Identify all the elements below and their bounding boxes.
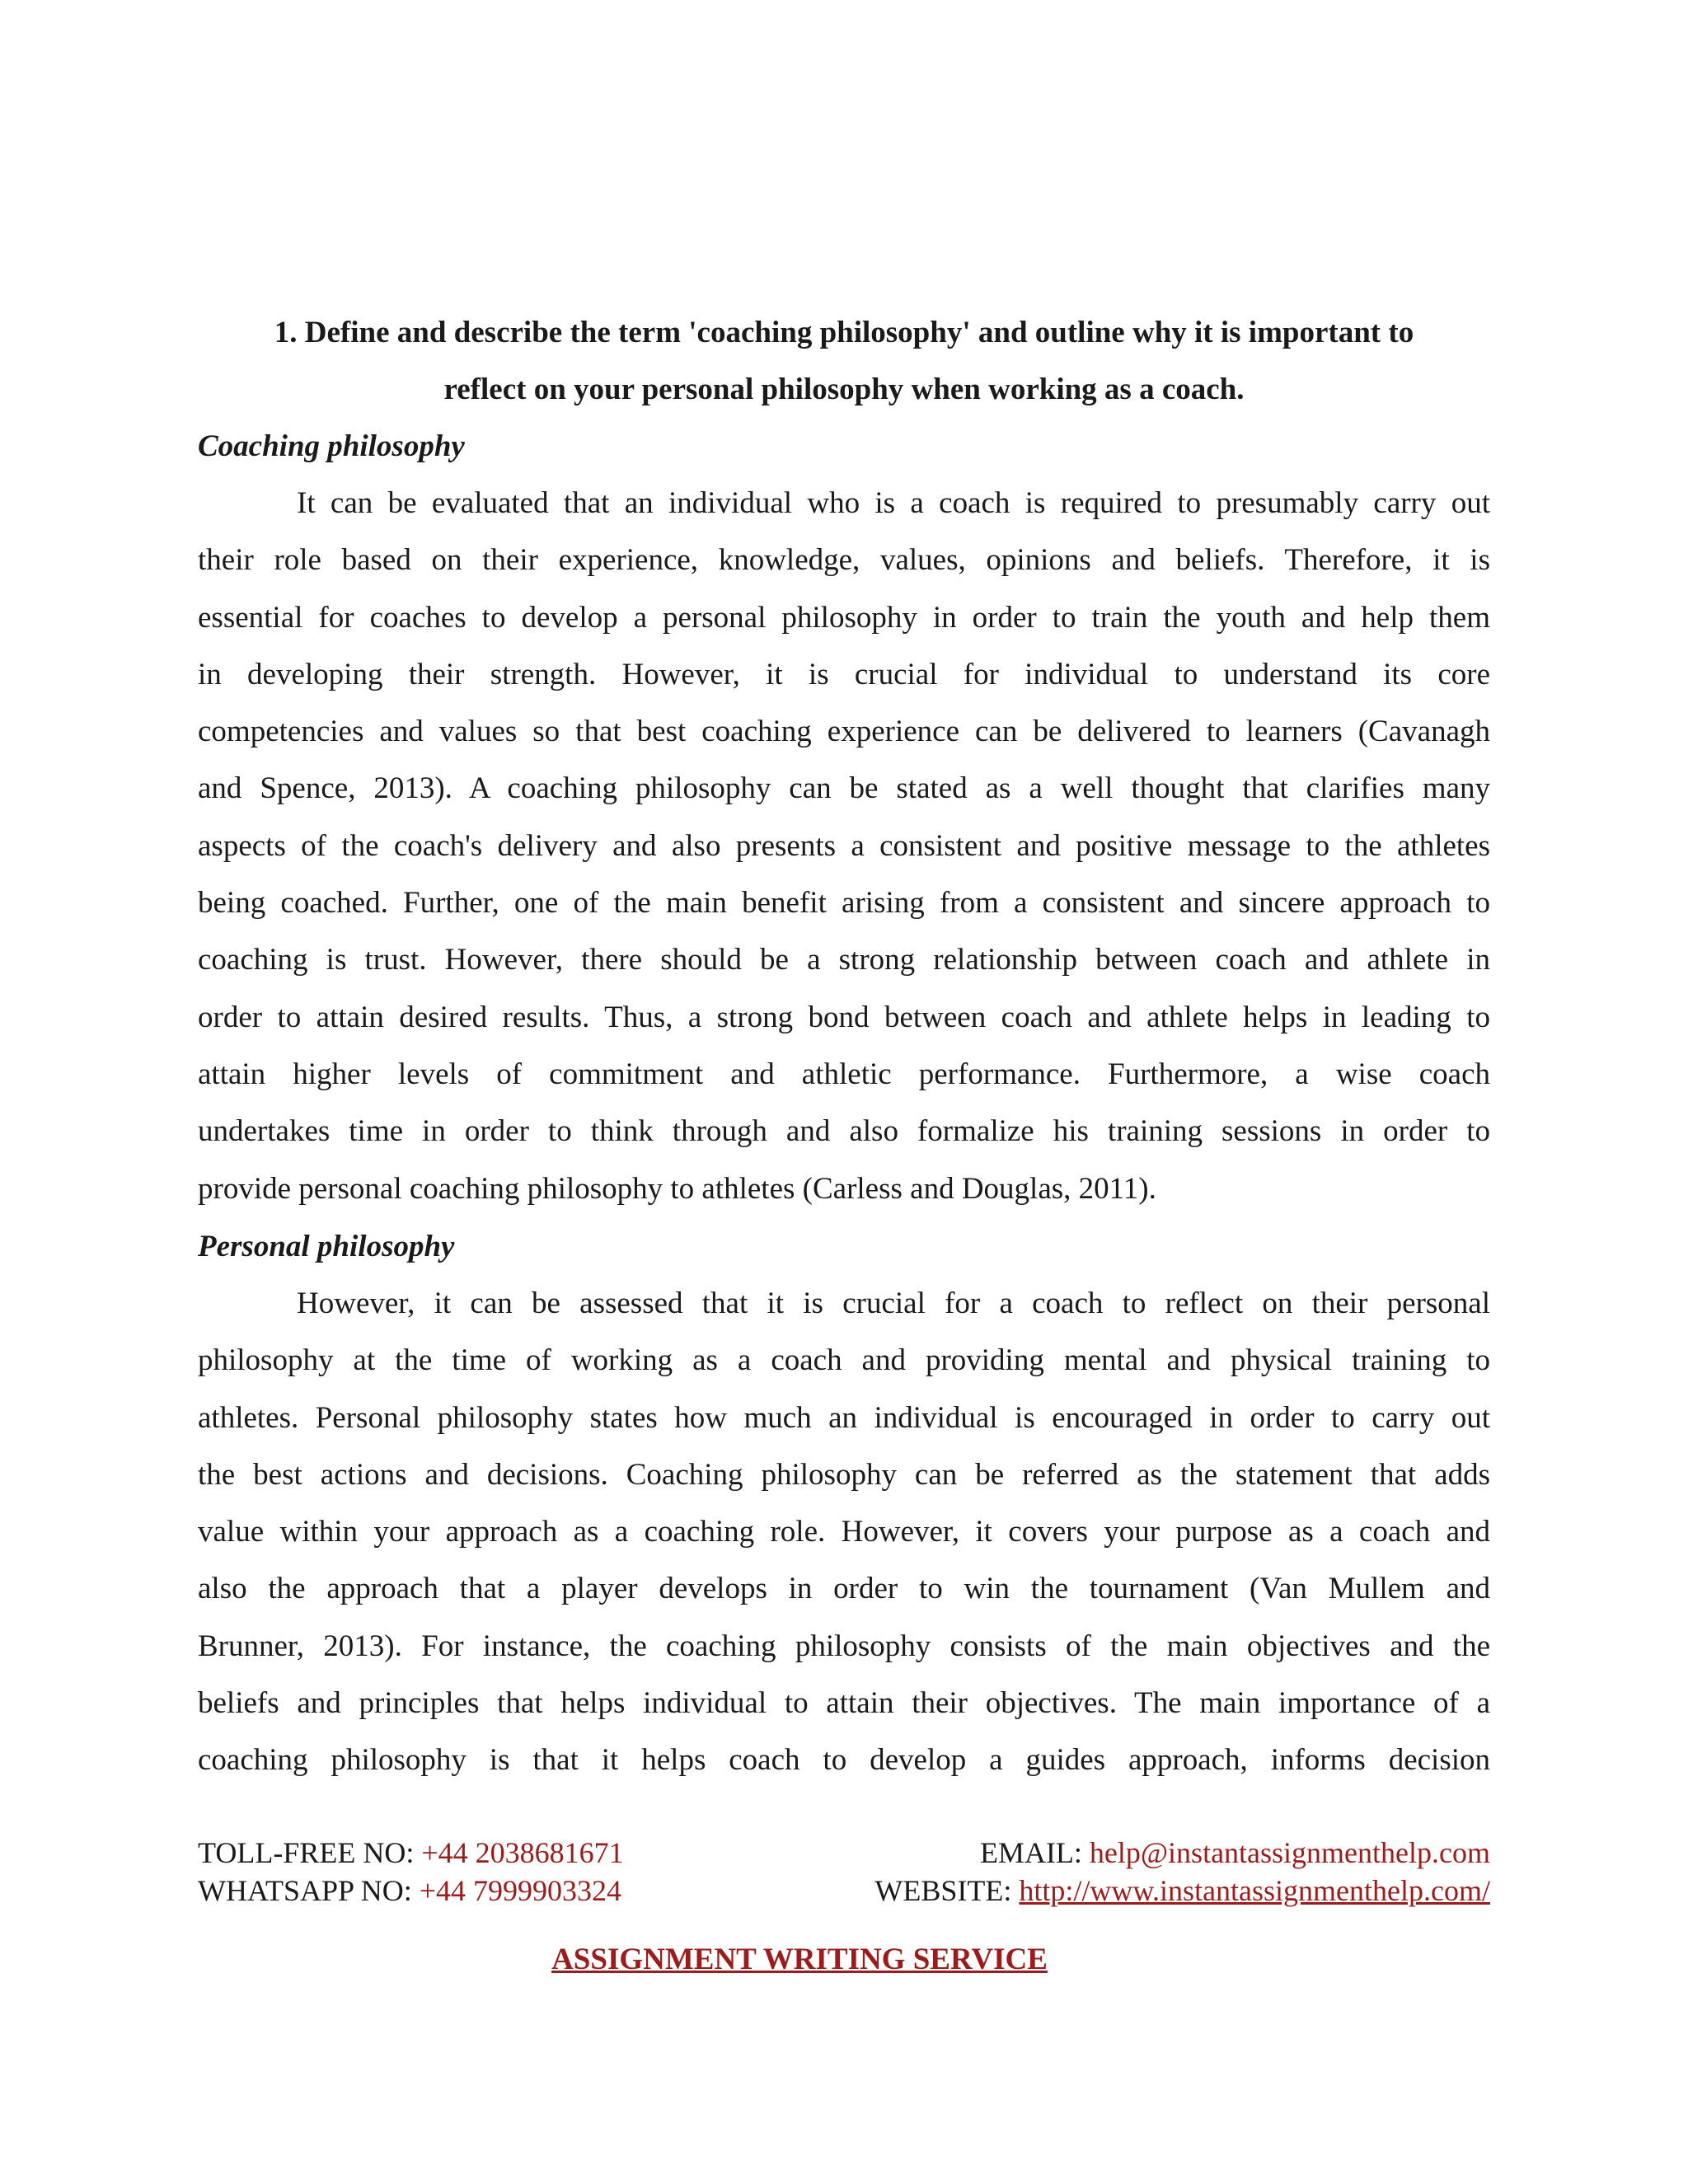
whatsapp-value[interactable]: +44 7999903324: [419, 1874, 622, 1907]
paragraph-line: attain higher levels of commitment and athletic performance. Furthermore, a wise coach: [198, 1057, 1490, 1091]
tollfree-value[interactable]: +44 2038681671: [421, 1836, 624, 1869]
question-heading-line-1: 1. Define and describe the term 'coaching philosophy' and outline why it is important to: [274, 316, 1414, 349]
paragraph-line: beliefs and principles that helps individual to attain their objectives. The main importance of a: [198, 1686, 1490, 1721]
section-title-personal-philosophy: Personal philosophy: [198, 1230, 455, 1263]
paragraph-line: essential for coaches to develop a personal philosophy in order to train the youth and help them: [198, 600, 1490, 635]
paragraph-line: competencies and values so that best coaching experience can be delivered to learners (Cavanagh: [198, 715, 1490, 749]
paragraph-line: It can be evaluated that an individual who is a coach is required to presumably carry out: [297, 486, 1490, 520]
footer-row-contact-2: [198, 1872, 1490, 1910]
paragraph-line: undertakes time in order to think through and also formalize his training sessions in order to: [198, 1114, 1490, 1149]
paragraph-line: aspects of the coach's delivery and also presents a consistent and positive message to the athletes: [198, 828, 1490, 863]
paragraph-line: their role based on their experience, knowledge, values, opinions and beliefs. Therefore, it is: [198, 543, 1490, 578]
paragraph-line: also the approach that a player develops in order to win the tournament (Van Mullem and: [198, 1572, 1490, 1606]
tollfree-number: [198, 1834, 624, 1872]
tollfree-label: TOLL-FREE NO:: [198, 1836, 415, 1869]
paragraph-line: the best actions and decisions. Coaching philosophy can be referred as the statement that adds: [198, 1457, 1490, 1492]
paragraph-line: being coached. Further, one of the main benefit arising from a consistent and sincere approach to: [198, 886, 1490, 921]
paragraph-line: coaching is trust. However, there should be a strong relationship between coach and athlete in: [198, 943, 1490, 977]
paragraph-line: and Spence, 2013). A coaching philosophy can be stated as a well thought that clarifies many: [198, 771, 1490, 806]
paragraph-line: provide personal coaching philosophy to athletes (Carless and Douglas, 2011).: [198, 1171, 1156, 1206]
question-heading-line-2: reflect on your personal philosophy when working as a coach.: [443, 373, 1245, 406]
paragraph-line: order to attain desired results. Thus, a strong bond between coach and athlete helps in leading to: [198, 1000, 1490, 1034]
whatsapp-label: WHATSAPP NO:: [198, 1874, 412, 1907]
paragraph-line: However, it can be assessed that it is crucial for a coach to reflect on their personal: [297, 1286, 1490, 1320]
question-heading: [198, 304, 1490, 418]
paragraph-line: athletes. Personal philosophy states how much an individual is encouraged in order to carry out: [198, 1400, 1490, 1435]
section-body-coaching-philosophy: [198, 475, 1490, 1217]
paragraph-line: Brunner, 2013). For instance, the coaching philosophy consists of the main objectives and the: [198, 1629, 1490, 1663]
website-label: WEBSITE:: [874, 1874, 1012, 1907]
whatsapp-number: [198, 1872, 621, 1910]
website-contact: [874, 1872, 1490, 1910]
paragraph-line: coaching philosophy is that it helps coach to develop a guides approach, informs decision: [198, 1743, 1490, 1778]
section-body-personal-philosophy: [198, 1275, 1490, 1789]
assignment-writing-service-link[interactable]: ASSIGNMENT WRITING SERVICE: [551, 1943, 1048, 1976]
email-contact: [980, 1834, 1490, 1872]
email-value[interactable]: help@instantassignmenthelp.com: [1089, 1836, 1490, 1869]
footer-row-contact-1: [198, 1834, 1490, 1872]
paragraph-line: philosophy at the time of working as a coach and providing mental and physical training to: [198, 1343, 1490, 1378]
email-label: EMAIL:: [979, 1836, 1082, 1869]
paragraph-line: value within your approach as a coaching role. However, it covers your purpose as a coach and: [198, 1515, 1490, 1549]
paragraph-line: in developing their strength. However, it is crucial for individual to understand its core: [198, 657, 1490, 691]
website-link[interactable]: http://www.instantassignmenthelp.com/: [1019, 1874, 1490, 1907]
section-title-coaching-philosophy: Coaching philosophy: [198, 429, 465, 463]
